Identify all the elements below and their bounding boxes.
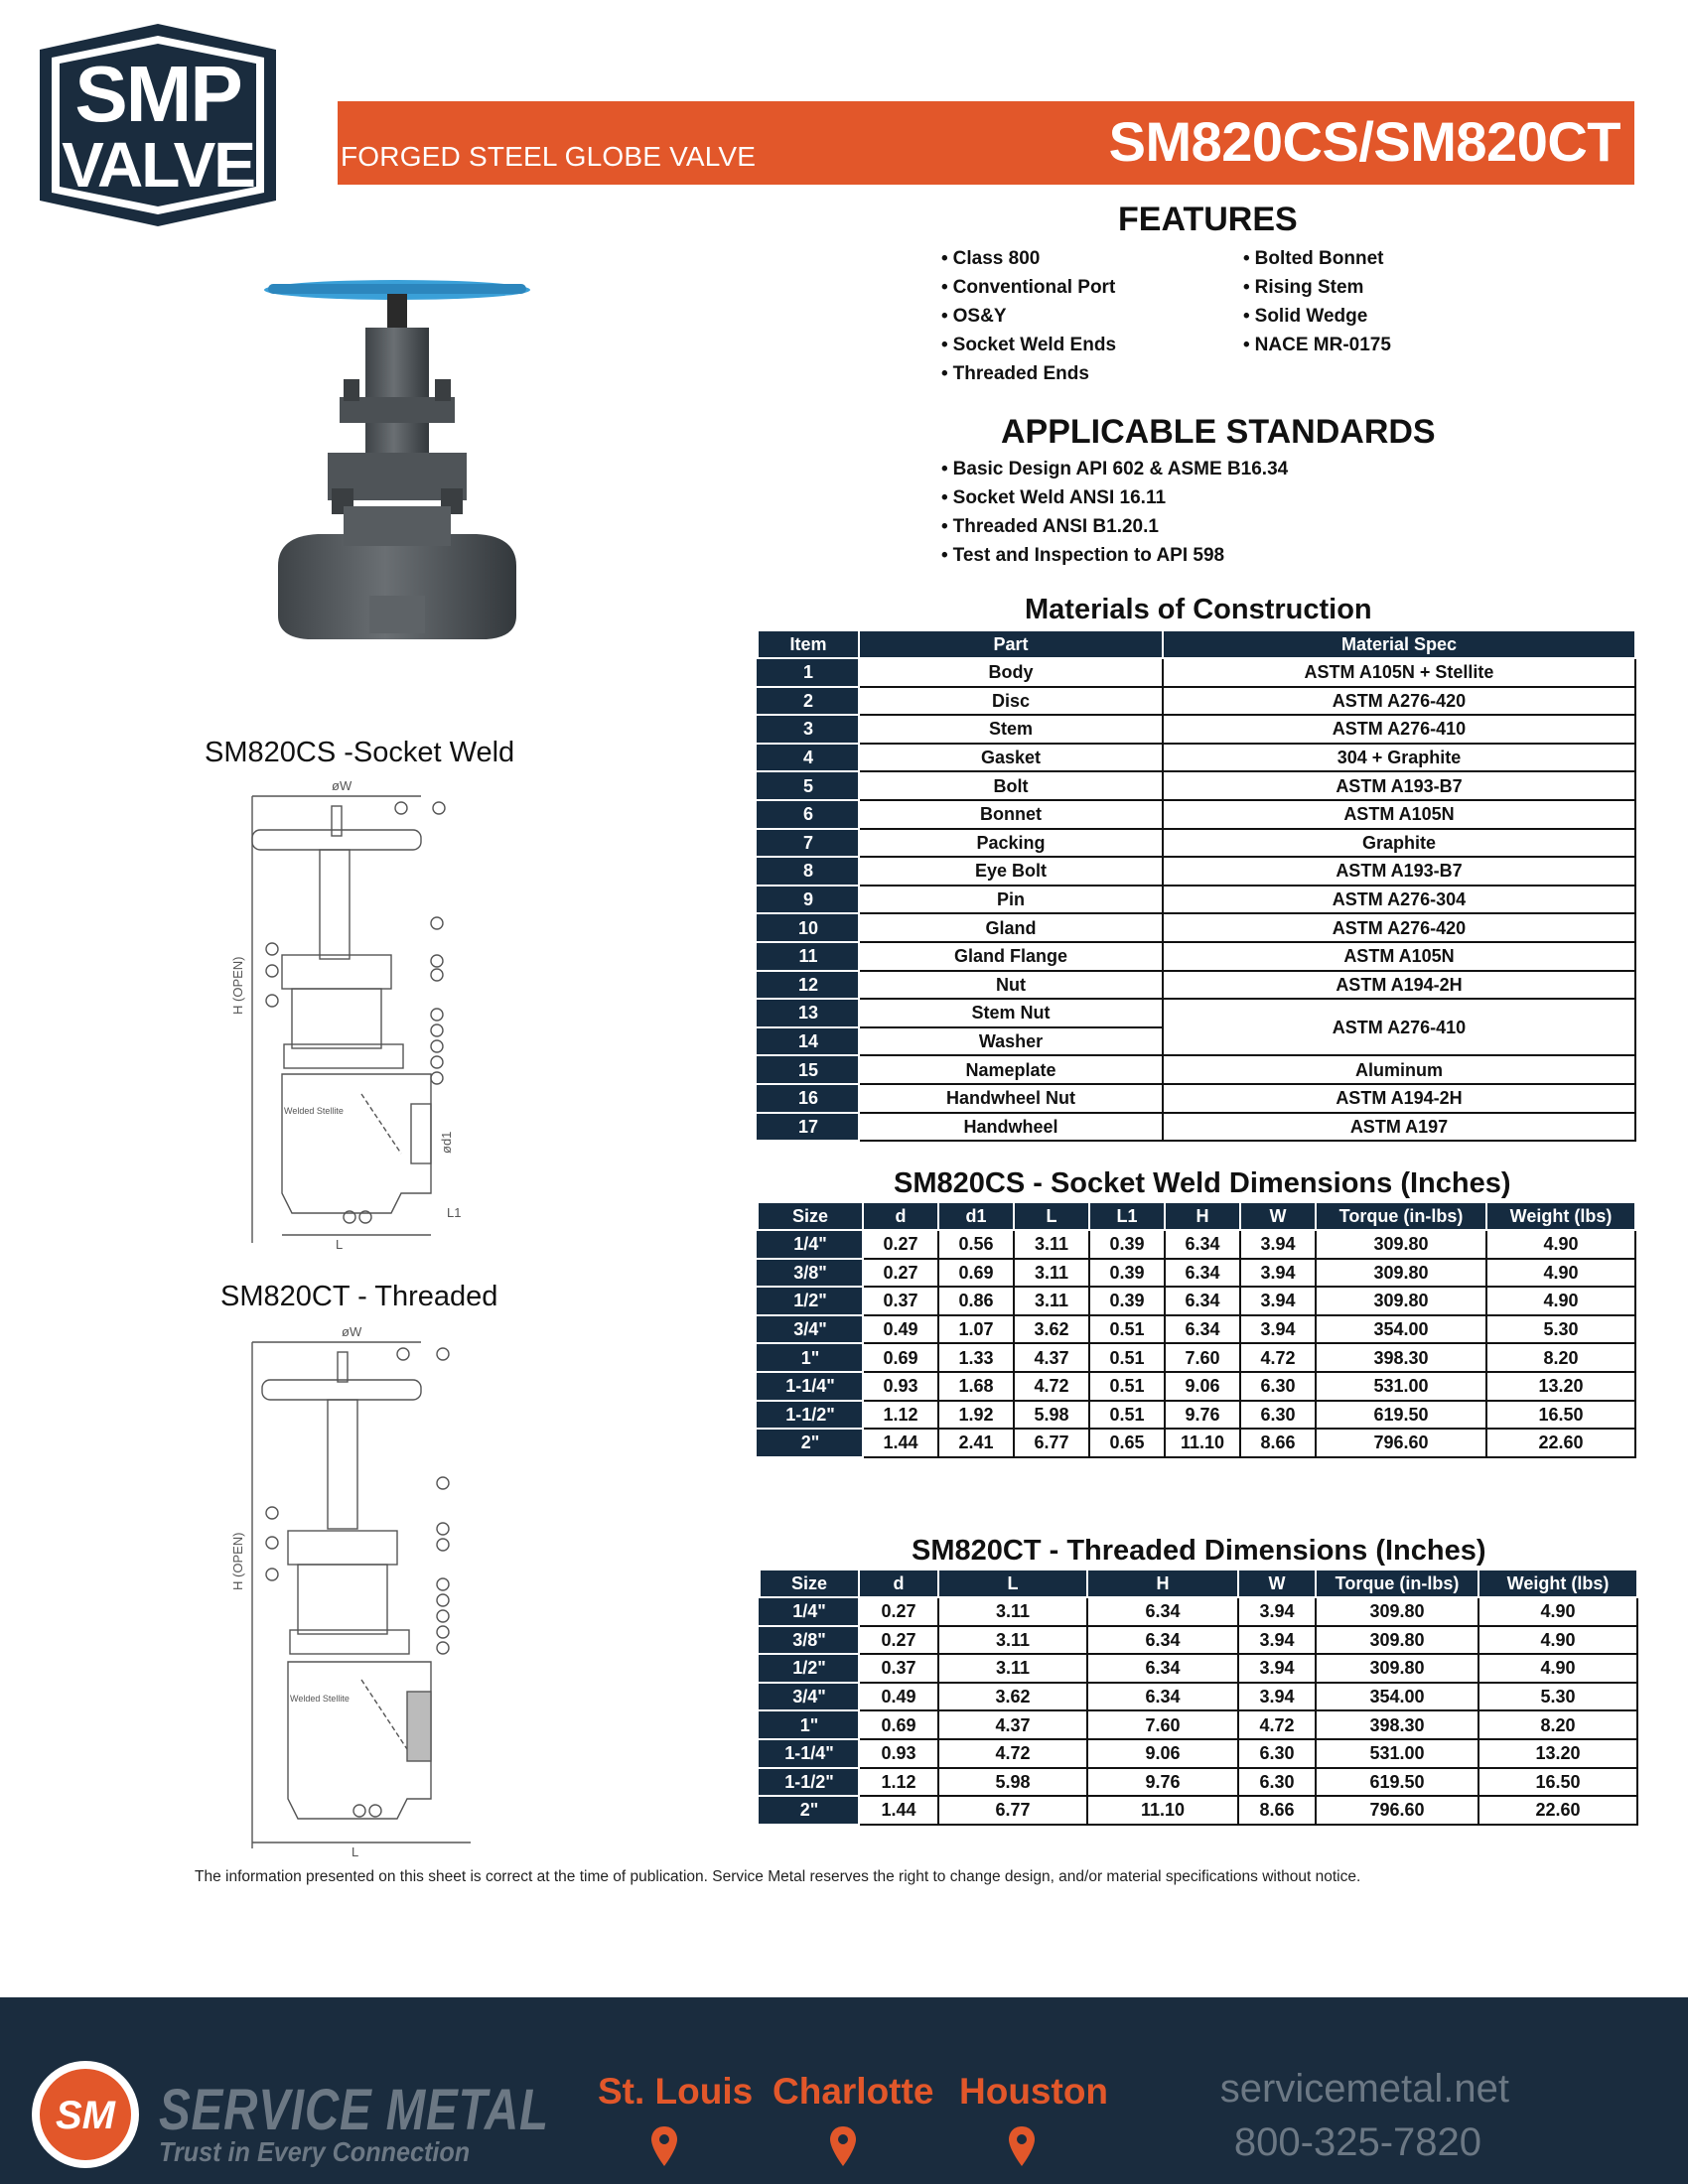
service-metal-logo-icon xyxy=(30,2059,141,2170)
table-row: 1-1/4" 0.93 4.72 9.06 6.30 531.00 13.20 xyxy=(760,1739,1637,1768)
materials-title: Materials of Construction xyxy=(1025,594,1372,625)
table-row: 1/2" 0.37 3.11 6.34 3.94 309.80 4.90 xyxy=(760,1654,1637,1683)
col-header-l: L xyxy=(1014,1202,1089,1230)
threaded-table-title: SM820CT - Threaded Dimensions (Inches) xyxy=(912,1535,1486,1567)
location-pin-icon xyxy=(1007,2124,1037,2168)
table-row: 10 Gland ASTM A276-420 xyxy=(758,913,1635,942)
materials-table xyxy=(757,629,1636,1142)
threaded-dimensions-table xyxy=(759,1569,1638,1826)
phone-number[interactable]: 800-325-7820 xyxy=(1233,2120,1481,2164)
brand-name: SERVICE METAL xyxy=(159,2078,549,2142)
socket-weld-drawing-title: SM820CS -Socket Weld xyxy=(205,737,515,768)
table-row: 3/8" 0.27 0.69 3.11 0.39 6.34 3.94 309.80 4.90 xyxy=(758,1259,1635,1288)
col-header-d: d xyxy=(859,1570,938,1597)
table-row: 1-1/2" 1.12 5.98 9.76 6.30 619.50 16.50 xyxy=(760,1768,1637,1797)
table-row: 3/8" 0.27 3.11 6.34 3.94 309.80 4.90 xyxy=(760,1626,1637,1655)
socket-weld-dimensions-table xyxy=(757,1201,1636,1458)
col-header-weight: Weight (lbs) xyxy=(1478,1570,1637,1597)
city-st-louis: St. Louis xyxy=(598,2071,754,2112)
col-header-l: L xyxy=(938,1570,1087,1597)
stellite-label: Welded Stellite xyxy=(284,1106,344,1116)
feature-item: • Class 800 xyxy=(941,244,1116,273)
city-charlotte: Charlotte xyxy=(773,2071,934,2112)
smp-valve-logo xyxy=(28,20,288,230)
feature-item: • NACE MR-0175 xyxy=(1243,331,1391,359)
dim-d1-label: ød1 xyxy=(439,1131,454,1154)
product-subtitle: FORGED STEEL GLOBE VALVE xyxy=(341,141,757,172)
dim-w-label: øW xyxy=(332,778,352,793)
standards-title: APPLICABLE STANDARDS xyxy=(1001,413,1436,451)
standard-item: • Threaded ANSI B1.20.1 xyxy=(941,512,1288,541)
socket-weld-drawing xyxy=(212,776,500,1253)
socket-weld-table-title: SM820CS - Socket Weld Dimensions (Inches) xyxy=(894,1167,1511,1199)
model-number: SM820CS/SM820CT xyxy=(1108,110,1620,173)
features-title: FEATURES xyxy=(1118,201,1298,238)
col-header-w: W xyxy=(1238,1570,1316,1597)
feature-item: • Rising Stem xyxy=(1243,273,1391,302)
footer-logo-text: SM xyxy=(56,2094,115,2137)
table-row: 15 Nameplate Aluminum xyxy=(758,1055,1635,1084)
features-list-right xyxy=(1243,244,1391,359)
standard-item: • Socket Weld ANSI 16.11 xyxy=(941,483,1288,512)
col-header-size: Size xyxy=(760,1570,859,1597)
col-header-l1: L1 xyxy=(1089,1202,1165,1230)
col-header-material: Material Spec xyxy=(1163,630,1635,658)
table-row: 2 Disc ASTM A276-420 xyxy=(758,687,1635,716)
table-row: 8 Eye Bolt ASTM A193-B7 xyxy=(758,857,1635,886)
feature-item: • Solid Wedge xyxy=(1243,302,1391,331)
footer xyxy=(0,1997,1688,2184)
table-row: 4 Gasket 304 + Graphite xyxy=(758,744,1635,772)
threaded-drawing xyxy=(212,1322,500,1858)
feature-item: • OS&Y xyxy=(941,302,1116,331)
col-header-item: Item xyxy=(758,630,859,658)
table-row: 14 Washer xyxy=(758,1027,1635,1056)
feature-item: • Socket Weld Ends xyxy=(941,331,1116,359)
col-header-h: H xyxy=(1165,1202,1240,1230)
standards-list xyxy=(941,455,1288,570)
table-row: 17 Handwheel ASTM A197 xyxy=(758,1113,1635,1142)
table-row: 3 Stem ASTM A276-410 xyxy=(758,715,1635,744)
city-houston: Houston xyxy=(959,2071,1109,2112)
disclaimer: The information presented on this sheet is correct at the time of publication. Service Metal reserves the right to change design, and/or material specifications without notice. xyxy=(195,1868,1361,1885)
table-row: 1/2" 0.37 0.86 3.11 0.39 6.34 3.94 309.80 4.90 xyxy=(758,1287,1635,1315)
col-header-size: Size xyxy=(758,1202,863,1230)
logo-line2: VALVE xyxy=(62,129,254,201)
table-row: 3/4" 0.49 3.62 6.34 3.94 354.00 5.30 xyxy=(760,1683,1637,1711)
col-header-torque: Torque (in-lbs) xyxy=(1316,1570,1478,1597)
standard-item: • Test and Inspection to API 598 xyxy=(941,541,1288,570)
table-row: 7 Packing Graphite xyxy=(758,829,1635,858)
table-row: 12 Nut ASTM A194-2H xyxy=(758,971,1635,1000)
features-list-left xyxy=(941,244,1116,388)
location-pin-icon xyxy=(649,2124,679,2168)
feature-item: • Bolted Bonnet xyxy=(1243,244,1391,273)
location-pin-icon xyxy=(828,2124,858,2168)
col-header-part: Part xyxy=(859,630,1163,658)
table-row: 9 Pin ASTM A276-304 xyxy=(758,886,1635,914)
dim-h-label: H (OPEN) xyxy=(230,956,245,1015)
logo-line1: SMP xyxy=(74,50,241,138)
table-row: 3/4" 0.49 1.07 3.62 0.51 6.34 3.94 354.00 5.30 xyxy=(758,1315,1635,1344)
valve-photo xyxy=(248,268,546,675)
header-bar xyxy=(338,101,1634,185)
table-row: 1 Body ASTM A105N + Stellite xyxy=(758,658,1635,687)
dim-h-label: H (OPEN) xyxy=(230,1532,245,1590)
standard-item: • Basic Design API 602 & ASME B16.34 xyxy=(941,455,1288,483)
feature-item: • Conventional Port xyxy=(941,273,1116,302)
table-row: 5 Bolt ASTM A193-B7 xyxy=(758,771,1635,800)
col-header-d1: d1 xyxy=(938,1202,1014,1230)
table-row: 1-1/4" 0.93 1.68 4.72 0.51 9.06 6.30 531.00 13.20 xyxy=(758,1372,1635,1401)
brand-tagline: Trust in Every Connection xyxy=(159,2136,471,2167)
col-header-torque: Torque (in-lbs) xyxy=(1316,1202,1486,1230)
table-row: 1/4" 0.27 3.11 6.34 3.94 309.80 4.90 xyxy=(760,1597,1637,1626)
website-link[interactable]: servicemetal.net xyxy=(1219,2067,1509,2111)
table-row: 1-1/2" 1.12 1.92 5.98 0.51 9.76 6.30 619.50 16.50 xyxy=(758,1401,1635,1430)
col-header-w: W xyxy=(1240,1202,1316,1230)
table-row: 6 Bonnet ASTM A105N xyxy=(758,800,1635,829)
stellite-label: Welded Stellite xyxy=(290,1694,350,1704)
col-header-d: d xyxy=(863,1202,938,1230)
dim-w-label: øW xyxy=(342,1324,362,1339)
dim-l1-label: L1 xyxy=(447,1205,462,1220)
table-row: 16 Handwheel Nut ASTM A194-2H xyxy=(758,1084,1635,1113)
table-row: 1" 0.69 4.37 7.60 4.72 398.30 8.20 xyxy=(760,1710,1637,1739)
table-row: 1/4" 0.27 0.56 3.11 0.39 6.34 3.94 309.80 4.90 xyxy=(758,1230,1635,1259)
table-row: 13 Stem Nut ASTM A276-410 xyxy=(758,999,1635,1027)
table-row: 11 Gland Flange ASTM A105N xyxy=(758,942,1635,971)
table-row: 1" 0.69 1.33 4.37 0.51 7.60 4.72 398.30 8.20 xyxy=(758,1343,1635,1372)
table-row: 2" 1.44 2.41 6.77 0.65 11.10 8.66 796.60 22.60 xyxy=(758,1429,1635,1457)
threaded-drawing-title: SM820CT - Threaded xyxy=(220,1281,498,1312)
feature-item: • Threaded Ends xyxy=(941,359,1116,388)
col-header-weight: Weight (lbs) xyxy=(1486,1202,1635,1230)
table-row: 2" 1.44 6.77 11.10 8.66 796.60 22.60 xyxy=(760,1796,1637,1825)
dim-l-label: L xyxy=(352,1844,359,1858)
dim-l-label: L xyxy=(336,1237,344,1252)
col-header-h: H xyxy=(1087,1570,1238,1597)
